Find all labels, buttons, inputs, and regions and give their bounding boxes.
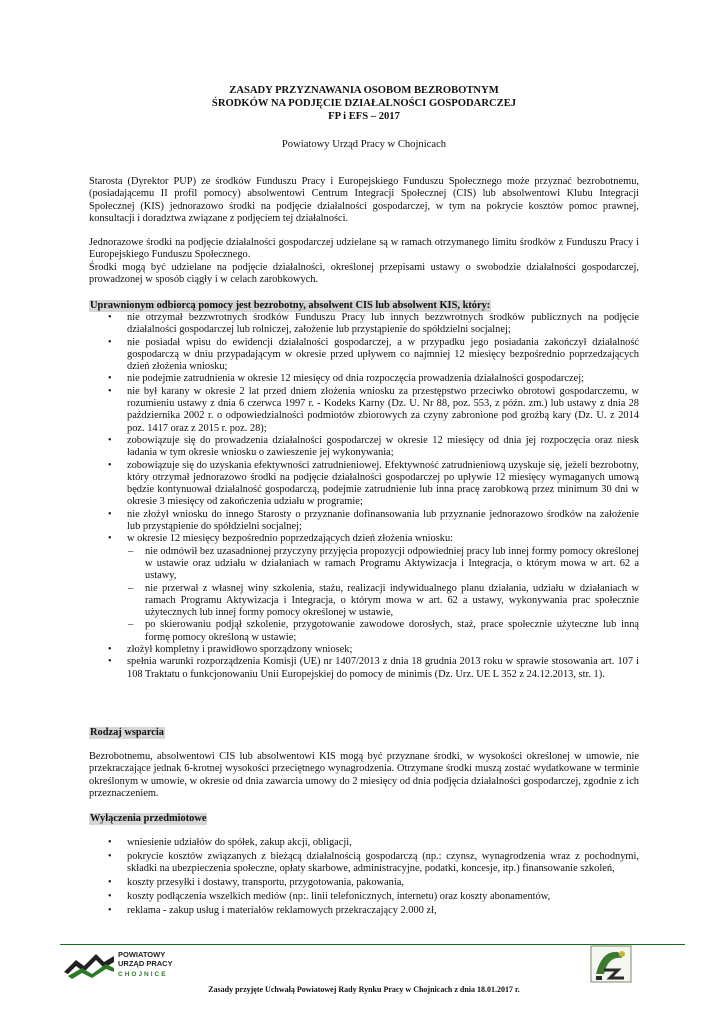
sublist-item: – nie przerwał z własnej winy szkolenia, stażu, realizacji indywidualnego planu działania, udziału w działaniach w ramach Programu Aktywizacja i Integracja, o którym mowa w art. 62 a ustawy, wykonywania prac społecznie użytecznych lub innej formy pomocy określonej w ustawie, (127, 583, 639, 620)
eligible-list (89, 312, 639, 681)
list-item: • pokrycie kosztów związanych z bieżącą działalnością gospodarczą (np.: czynsz, wynagrodzenia wraz z pochodnymi, składki na ubezpieczenia społeczne, opłaty skarbowe, administracyjne, podatki, koncesje, itp.) finansowanie szkoleń, (89, 851, 639, 876)
list-item: • wniesienie udziałów do spółek, zakup akcji, obligacji, (89, 837, 639, 849)
title-line-1: ZASADY PRZYZNAWANIA OSOBOM BEZROBOTNYM (229, 85, 499, 96)
list-item: • nie otrzymał bezzwrotnych środków Funduszu Pracy lub innych bezzwrotnych środków publicznych na podjęcie działalności gospodarczej lub rolniczej, założenie lub przystąpienie do spółdzielni socjalnej; (89, 312, 639, 337)
limit-paragraph (89, 237, 639, 286)
list-item: • koszty przesyłki i dostawy, transportu, przygotowania, pakowania, (89, 877, 639, 889)
office-name: Powiatowy Urząd Pracy w Chojnicach (281, 139, 447, 150)
limit-paragraph-line-1: Jednorazowe środki na podjęcie działalności gospodarczej udzielane są w ramach otrzymanego limitu środków z Funduszu Pracy i Europejskiego Funduszu Społecznego. (89, 237, 639, 261)
support-heading: Rodzaj wsparcia (90, 727, 164, 738)
title-line-3: FP i EFS – 2017 (328, 110, 400, 122)
list-item: • nie złożył wniosku do innego Starosty o przyznanie dofinansowania lub przyznanie jednorazowo środków na założenie lub przystąpienie do spółdzielni socjalnej; (89, 509, 639, 534)
logo-line-3: CHOJNICE (118, 971, 168, 978)
pup-chojnice-logo (62, 948, 192, 980)
list-item: • nie był karany w okresie 2 lat przed dniem złożenia wniosku za przestępstwo przeciwko obrotowi gospodarczemu, w rozumieniu ustawy z dnia 6 czerwca 1997 r. - Kodeks Karny (Dz. U. Nr 88, poz. 553, z późn. zm.) lub ustawy z dnia 28 października 2002 r. o odpowiedzialności podmiotów zbiorowych za czyny zabronione pod groźbą kary (Dz. U. z 2014 poz. 1417 oraz z 2015 r. poz. 28); (89, 386, 639, 435)
eligible-heading: Uprawnionym odbiorcą pomocy jest bezrobotny, absolwent CIS lub absolwent KIS, który: (90, 300, 491, 311)
document-title (90, 85, 638, 123)
sublist-item: – po skierowaniu podjął szkolenie, przygotowanie zawodowe dorosłych, staż, prace społecznie użyteczne lub inną formę pomocy określoną w ustawie; (127, 619, 639, 644)
list-item: • spełnia warunki rozporządzenia Komisji (UE) nr 1407/2013 z dnia 18 grudnia 2013 roku w sprawie stosowania art. 107 i 108 Traktatu o funkcjonowaniu Unii Europejskiej do pomocy de minimis (Dz. Urz. UE L 352 z 24.12.2013, str. 1). (89, 656, 639, 681)
list-item-text: w okresie 12 miesięcy bezpośrednio poprzedzających dzień złożenia wniosku: (127, 533, 454, 545)
cis-logo-icon (588, 944, 634, 984)
footer-text: Zasady przyjęte Uchwałą Powiatowej Rady Rynku Pracy w Chojnicach z dnia 18.01.2017 r. (208, 985, 520, 994)
sublist-item: – nie odmówił bez uzasadnionej przyczyny przyjęcia propozycji odpowiedniej pracy lub innej formy pomocy określonej w ustawie oraz udziału w działaniach w ramach Programu Aktywizacja i Integracja, o którym mowa w art. 62 a ustawy, (127, 546, 639, 583)
intro-paragraph: Starosta (Dyrektor PUP) ze środków Funduszu Pracy i Europejskiego Funduszu Społecznego może przyznać bezrobotnemu, (posiadającemu II profil pomocy) absolwentowi Centrum Integracji Społecznej (CIS) lub absolwentowi Klubu Integracji Społecznej (KIS) jednorazowo środki na podjęcie działalności gospodarczej, w tym na pokrycie kosztów pomoc prawnej, konsultacji i doradztwa związane z podjęciem tej działalności. (89, 176, 639, 224)
list-item (89, 533, 639, 644)
cis-logo (588, 944, 634, 984)
list-item: • nie posiadał wpisu do ewidencji działalności gospodarczej, a w przypadku jego posiadania zakończył działalność gospodarczą w dniu przypadającym w okresie przed upływem co najmniej 12 miesięcy bezpośrednio poprzedzających dzień złożenia wniosku; (89, 337, 639, 374)
logo-line-2: URZĄD PRACY (118, 959, 173, 968)
list-item: • złożył kompletny i prawidłowo sporządzony wniosek; (89, 644, 639, 656)
exclusions-heading: Wyłączenia przedmiotowe (90, 813, 207, 824)
limit-paragraph-line-2: Środki mogą być udzielane na podjęcie działalności, określonej przepisami ustawy o swobodzie działalności gospodarczej, prowadzonej w sposób ciągły i w celach zarobkowych. (89, 261, 639, 285)
support-paragraph: Bezrobotnemu, absolwentowi CIS lub absolwentowi KIS mogą być przyznane środki, w wysokości określonej w umowie, nie przekraczające jednak 6-krotnej wysokości przeciętnego wynagrodzenia. Otrzymane środki muszą zostać wydatkowane w terminie określonym w umowie, w okresie od dnia zawarcia umowy do 2 miesięcy od dnia podjęcia działalności gospodarczej, zgodnie z ich przeznaczeniem. (89, 751, 639, 799)
list-item: • reklama - zakup usług i materiałów reklamowych przekraczający 2.000 zł, (89, 905, 639, 917)
exclusions-list (89, 837, 639, 919)
list-item: • koszty podłączenia wszelkich mediów (np:. linii telefonicznych, internetu) oraz koszty abonamentów, (89, 891, 639, 903)
logo-line-1: POWIATOWY (118, 950, 166, 959)
list-item: • nie podejmie zatrudnienia w okresie 12 miesięcy od dnia rozpoczęcia prowadzenia działalności gospodarczej; (89, 373, 639, 385)
list-item: • zobowiązuje się do prowadzenia działalności gospodarczej w okresie 12 miesięcy od dnia jej rozpoczęcia oraz niesk ładania w tym okresie wniosku o zawieszenie jej wykonywania; (89, 435, 639, 460)
list-item: • zobowiązuje się do uzyskania efektywności zatrudnieniowej. Efektywność zatrudnieniową uzyskuje się, jeżeli bezrobotny, który otrzymał jednorazowo środki na podjęcie działalności gospodarczej po upływie 12 miesięcy wymaganych umową będzie kontynuował działalność gospodarczą, podejmie zatrudnienie lub inna pracę zarobkową przez minimum 30 dni w okresie 3 miesięcy od zakończenia udziału w programie; (89, 460, 639, 509)
pup-logo-icon (62, 948, 192, 980)
title-line-2: ŚRODKÓW NA PODJĘCIE DZIAŁALNOŚCI GOSPODARCZEJ (211, 97, 517, 109)
eligible-sublist (127, 546, 639, 644)
